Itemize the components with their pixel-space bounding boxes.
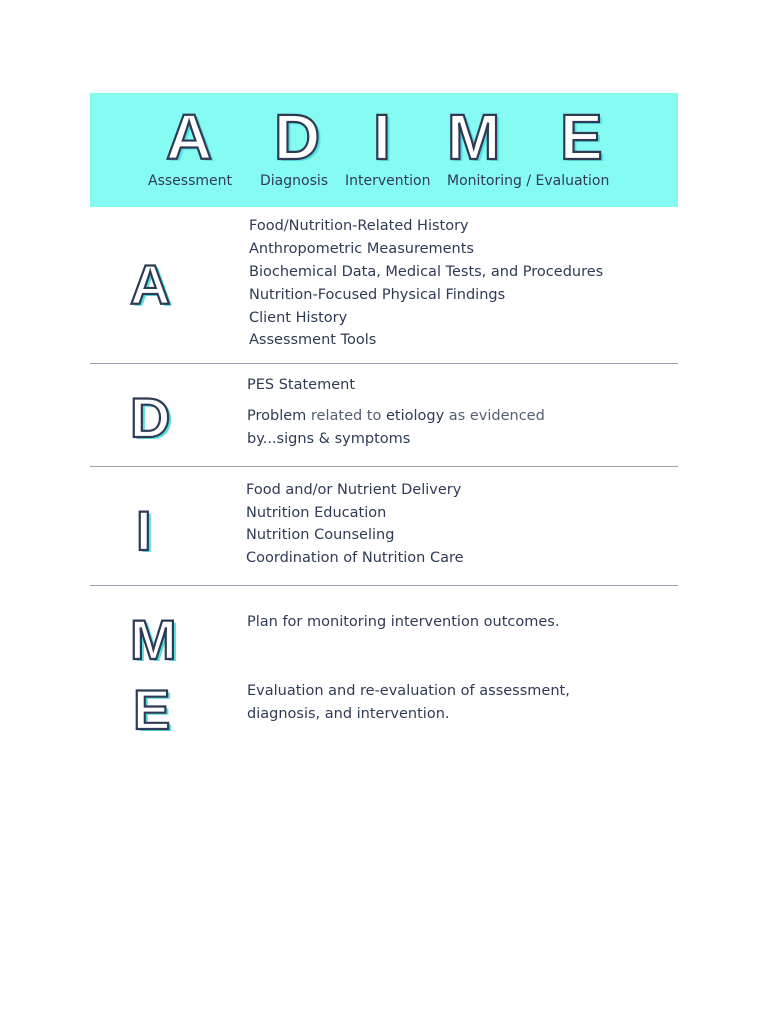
- assessment-item: Client History: [249, 310, 348, 326]
- assessment-item: Biochemical Data, Medical Tests, and Procedures: [249, 264, 604, 280]
- pes-etiology: etiology: [385, 408, 445, 424]
- header-letter-d: D: [274, 101, 321, 173]
- header-letter-e: E: [560, 101, 603, 173]
- assessment-item: Assessment Tools: [249, 332, 377, 348]
- header-letter-i: I: [373, 101, 391, 173]
- evaluation-letter: E: [133, 678, 171, 741]
- header-label-monitoring-evaluation: Monitoring / Evaluation: [447, 173, 610, 189]
- header-banner: [90, 93, 678, 207]
- pes-as-evidenced: as evidenced: [444, 408, 545, 424]
- header-letter-m: M: [447, 101, 501, 173]
- monitoring-letter: M: [130, 608, 177, 671]
- intervention-item: Nutrition Education: [246, 505, 387, 521]
- intervention-item: Food and/or Nutrient Delivery: [246, 482, 462, 498]
- evaluation-text-line-2: diagnosis, and intervention.: [247, 706, 450, 722]
- pes-related-to: related to: [306, 408, 386, 424]
- header-label-intervention: Intervention: [345, 173, 431, 189]
- divider-diagnosis: [90, 466, 678, 467]
- pes-problem: Problem: [247, 408, 307, 424]
- assessment-item: Food/Nutrition-Related History: [249, 218, 469, 234]
- diagnosis-letter: D: [130, 386, 171, 449]
- intervention-item: Nutrition Counseling: [246, 527, 395, 543]
- divider-intervention: [90, 585, 678, 586]
- assessment-item: Anthropometric Measurements: [249, 241, 474, 257]
- monitoring-text: Plan for monitoring intervention outcomes.: [247, 614, 560, 630]
- header-label-diagnosis: Diagnosis: [260, 173, 329, 189]
- pes-statement-line-2: by...signs & symptoms: [247, 431, 411, 447]
- evaluation-text-line-1: Evaluation and re-evaluation of assessment,: [247, 683, 570, 699]
- header-label-assessment: Assessment: [148, 173, 232, 189]
- header-letter-a: A: [166, 101, 213, 173]
- assessment-item: Nutrition-Focused Physical Findings: [249, 287, 506, 303]
- divider-assessment: [90, 363, 678, 364]
- pes-statement-line-1: [247, 408, 545, 425]
- pes-statement-title: PES Statement: [247, 377, 356, 393]
- assessment-letter: A: [130, 253, 171, 316]
- intervention-letter: I: [136, 499, 152, 562]
- intervention-item: Coordination of Nutrition Care: [246, 550, 464, 566]
